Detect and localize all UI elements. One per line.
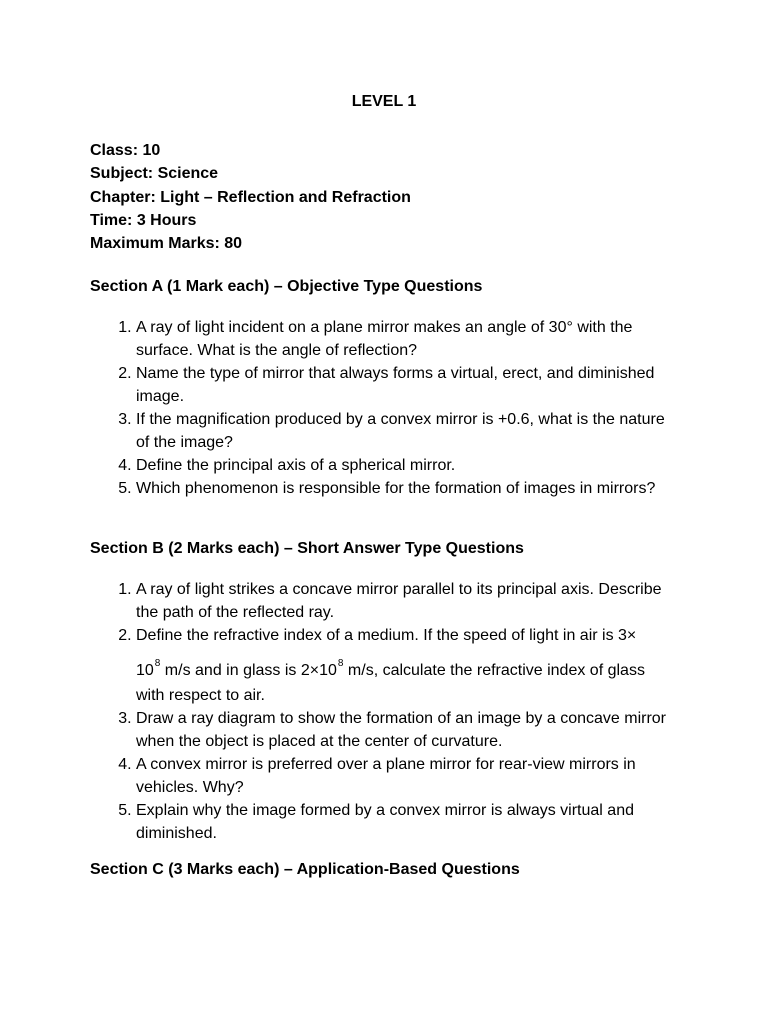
question-b5: 5. Explain why the image formed by a convex mirror is always virtual and diminished. xyxy=(136,799,676,845)
subject-label: Subject: Science xyxy=(90,165,219,183)
exam-info xyxy=(90,139,411,255)
exponent-base: 10 xyxy=(136,662,154,679)
question-a2: 2. Name the type of mirror that always forms a virtual, erect, and diminished image. xyxy=(136,362,676,408)
exponent-1: 8 xyxy=(154,658,161,669)
section-b-questions xyxy=(0,578,676,845)
question-b2 xyxy=(136,624,676,707)
question-b2-mid: m/s and in glass is 2×10 xyxy=(160,662,337,679)
max-marks-label: Maximum Marks: 80 xyxy=(90,235,243,253)
question-b2-part1: 2. Define the refractive index of a medium. If the speed of light in air is 3× xyxy=(136,627,637,644)
question-b2-part2 xyxy=(136,659,676,707)
question-b2-end: m/s, calculate the refractive index of glass with respect to air. xyxy=(136,662,645,704)
question-b3: 3. Draw a ray diagram to show the formation of an image by a concave mirror when the object is placed at the center of curvature. xyxy=(136,707,676,753)
section-b-heading: Section B (2 Marks each) – Short Answer Type Questions xyxy=(90,540,524,557)
exponent-2: 8 xyxy=(337,658,344,669)
section-a-questions xyxy=(0,316,676,500)
question-b4: 4. A convex mirror is preferred over a plane mirror for rear-view mirrors in vehicles. Why? xyxy=(136,753,676,799)
question-b1: 1. A ray of light strikes a concave mirror parallel to its principal axis. Describe the path of the reflected ray. xyxy=(136,578,676,624)
section-a-heading: Section A (1 Mark each) – Objective Type Questions xyxy=(90,278,483,295)
section-c-heading: Section C (3 Marks each) – Application-Based Questions xyxy=(90,861,520,878)
time-label: Time: 3 Hours xyxy=(90,211,197,229)
class-label: Class: 10 xyxy=(90,142,161,159)
question-a3: 3. If the magnification produced by a convex mirror is +0.6, what is the nature of the image? xyxy=(136,408,676,454)
chapter-label: Chapter: Light – Reflection and Refraction xyxy=(90,188,411,206)
question-a4: 4. Define the principal axis of a spherical mirror. xyxy=(136,454,676,477)
page-title: LEVEL 1 xyxy=(351,93,417,110)
question-a1: 1. A ray of light incident on a plane mirror makes an angle of 30° with the surface. What is the angle of reflection? xyxy=(136,316,676,362)
question-a5: 5. Which phenomenon is responsible for the formation of images in mirrors? xyxy=(136,477,676,500)
